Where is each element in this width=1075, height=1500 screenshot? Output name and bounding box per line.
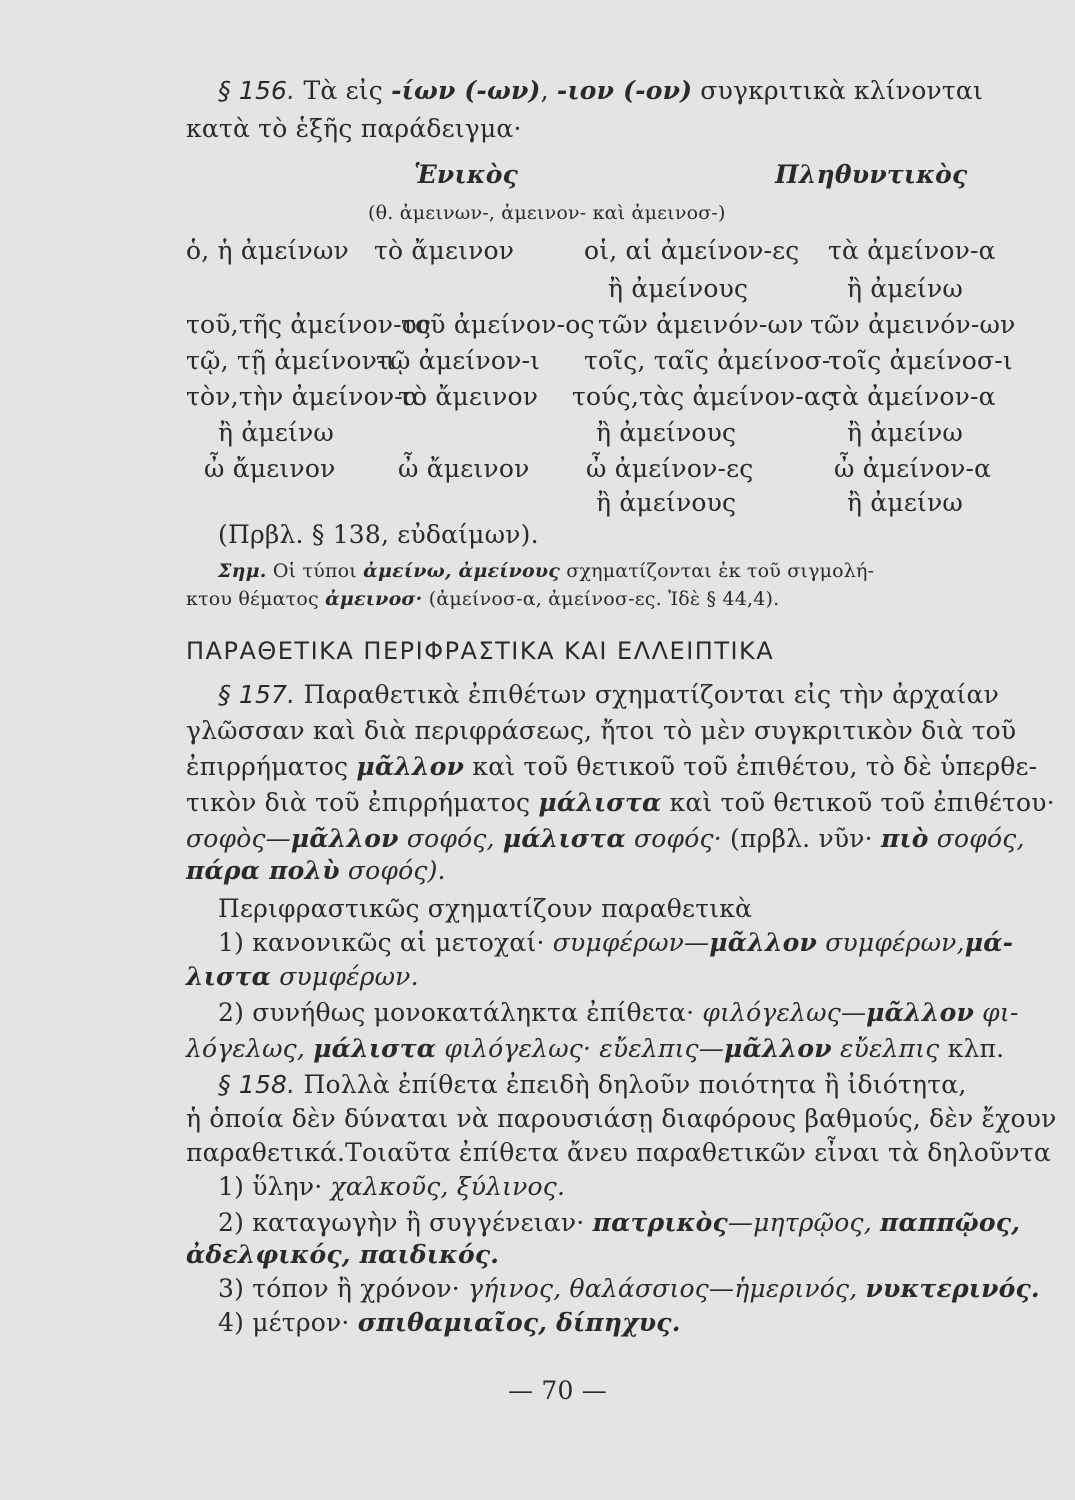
table-theme-note: (θ. ἀμεινων-, ἀμεινον- καὶ ἀμεινοσ-) [368, 202, 726, 224]
section-158-item-4: 4) μέτρον· σπιθαμιαῖος, δίπηχυς. [218, 1308, 681, 1337]
section-158-line-1: § 158. Πολλὰ ἐπίθετα ἐπειδὴ δηλοῦν ποιότητα ἢ ἰδιότητα, [218, 1070, 967, 1099]
compare-reference: (Πρβλ. § 138, εὐδαίμων). [218, 520, 539, 549]
section-157-line-6: πάρα πολὺ σοφός). [186, 856, 446, 885]
section-158-line-2: ἡ ὁποία δὲν δύναται νὰ παρουσιάσῃ διαφόρους βαθμούς, δὲν ἔχουν [186, 1104, 1057, 1133]
table-row: τοῦ,τῆς ἀμείνον-ος τοῦ ἀμείνον-ος τῶν ἀμεινόν-ων τῶν ἀμεινόν-ων [186, 310, 1016, 339]
table-header-plural: Πληθυντικὸς [775, 160, 968, 189]
note-label: Σημ. [218, 560, 267, 582]
section-156-number: § 156. [218, 76, 296, 105]
section-heading: ΠΑΡΑΘΕΤΙΚΑ ΠΕΡΙΦΡΑΣΤΙΚΑ ΚΑΙ ΕΛΛΕΙΠΤΙΚΑ [186, 637, 775, 665]
section-158-number: § 158. [218, 1070, 296, 1099]
page-number: — 70 — [508, 1376, 607, 1405]
table-row: ὦ ἄμεινον ὦ ἄμεινον ὦ ἀμείνον-ες ὦ ἀμείνον-α [204, 454, 992, 483]
table-header-singular: Ἑνικὸς [414, 160, 518, 189]
table-row: ἢ ἀμείνους ἢ ἀμείνω [608, 274, 963, 303]
section-157-line-5: σοφὸς—μᾶλλον σοφός, μάλιστα σοφός· (πρβλ. νῦν· πιὸ σοφός, [186, 824, 1025, 853]
section-157-number: § 157. [218, 680, 296, 709]
table-row: ὁ, ἡ ἀμείνων τὸ ἄμεινον οἱ, αἱ ἀμείνον-ες τὰ ἀμείνον-α [186, 236, 996, 265]
note-line-1: Σημ. Οἱ τύποι ἀμείνω, ἀμείνους σχηματίζονται ἐκ τοῦ σιγμολή- [218, 560, 875, 582]
table-row: ἢ ἀμείνους ἢ ἀμείνω [596, 488, 963, 517]
table-row: τὸν,τὴν ἀμείνον-α τὸ ἄμεινον τούς,τὰς ἀμείνον-ας τὰ ἀμείνον-α [186, 382, 996, 411]
section-158-item-1: 1) ὕλην· χαλκοῦς, ξύλινος. [218, 1172, 566, 1201]
section-157-item-1-line-2: λιστα συμφέρων. [186, 962, 419, 991]
section-157-item-2-line-1: 2) συνήθως μονοκατάληκτα ἐπίθετα· φιλόγελως—μᾶλλον φι- [218, 998, 1019, 1027]
section-156-line-2: κατὰ τὸ ἑξῆς παράδειγμα· [186, 114, 522, 143]
section-158-line-3: παραθετικά.Τοιαῦτα ἐπίθετα ἄνευ παραθετικῶν εἶναι τὰ δηλοῦντα [186, 1138, 1051, 1167]
section-157-line-1: § 157. Παραθετικὰ ἐπιθέτων σχηματίζονται εἰς τὴν ἀρχαίαν [218, 680, 999, 709]
section-157-item-2-line-2: λόγελως, μάλιστα φιλόγελως· εὔελπις—μᾶλλον εὔελπις κλπ. [186, 1034, 1005, 1063]
section-157-line-2: γλῶσσαν καὶ διὰ περιφράσεως, ἤτοι τὸ μὲν συγκριτικὸν διὰ τοῦ [186, 716, 1017, 745]
note-line-2: κτου θέματος ἀμεινοσ· (ἀμείνοσ-α, ἀμείνοσ-ες. Ἰδὲ § 44,4). [186, 588, 780, 610]
table-row: ἢ ἀμείνω ἢ ἀμείνους ἢ ἀμείνω [218, 418, 963, 447]
section-158-item-2-line-2: ἀδελφικός, παιδικός. [186, 1240, 500, 1269]
table-row: τῷ, τῇ ἀμείνον-ι τῷ ἀμείνον-ι τοῖς, ταῖς ἀμείνοσ-ι τοῖς ἀμείνοσ-ι [186, 346, 1013, 375]
section-158-item-3: 3) τόπον ἢ χρόνον· γήινος, θαλάσσιος—ἡμερινός, νυκτερινός. [218, 1274, 1040, 1303]
section-157-para-2: Περιφραστικῶς σχηματίζουν παραθετικὰ [218, 894, 753, 923]
section-157-item-1-line-1: 1) κανονικῶς αἱ μετοχαί· συμφέρων—μᾶλλον συμφέρων,μά- [218, 928, 1014, 957]
section-157-line-4: τικὸν διὰ τοῦ ἐπιρρήματος μάλιστα καὶ τοῦ θετικοῦ τοῦ ἐπιθέτου· [186, 788, 1055, 817]
section-157-line-3: ἐπιρρήματος μᾶλλον καὶ τοῦ θετικοῦ τοῦ ἐπιθέτου, τὸ δὲ ὑπερθε- [186, 752, 1038, 781]
section-156-line-1: § 156. Τὰ εἰς -ίων (-ων), -ιον (-ον) συγκριτικὰ κλίνονται [218, 76, 983, 105]
section-158-item-2-line-1: 2) καταγωγὴν ἢ συγγένειαν· πατρικὸς—μητρῷος, παππῷος, [218, 1208, 1021, 1237]
